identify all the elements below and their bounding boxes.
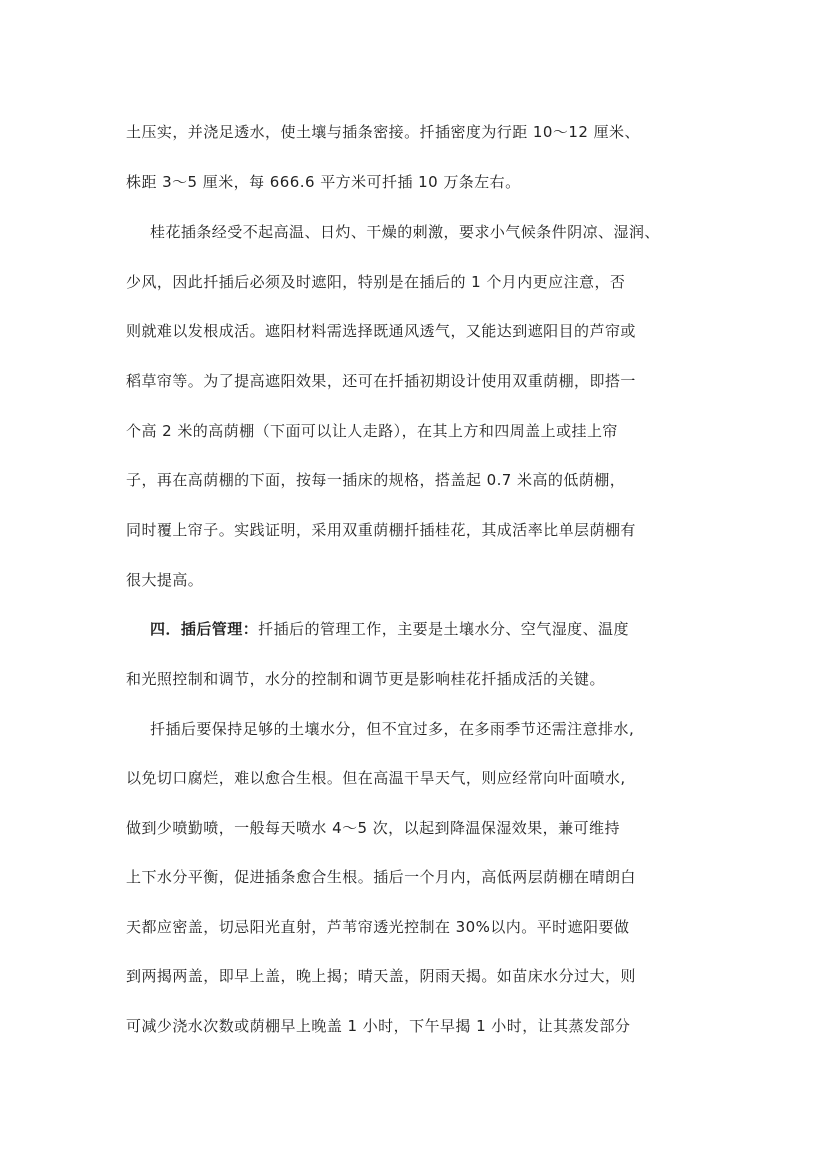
- paragraph-line: 到两揭两盖，即早上盖，晚上揭；晴天盖，阴雨天揭。如苗床水分过大，则: [126, 967, 636, 985]
- paragraph-line: 以免切口腐烂，难以愈合生根。但在高温干旱天气，则应经常向叶面喷水,: [126, 769, 626, 787]
- paragraph-line: 同时覆上帘子。实践证明，采用双重荫棚扦插桂花，其成活率比单层荫棚有: [126, 521, 636, 539]
- paragraph-line: 天都应密盖，切忌阳光直射，芦苇帘透光控制在 30%以内。平时遮阳要做: [126, 918, 630, 936]
- paragraph-line: 土压实，并浇足透水，使土壤与插条密接。扦插密度为行距 10～12 厘米、: [126, 123, 640, 141]
- paragraph-line: 上下水分平衡，促进插条愈合生根。插后一个月内，高低两层荫棚在晴朗白: [126, 868, 636, 886]
- section-heading-line: [150, 619, 750, 639]
- paragraph-line: 桂花插条经受不起高温、日灼、干燥的刺激，要求小气候条件阴凉、湿润、: [150, 223, 660, 241]
- paragraph-line: 很大提高。: [126, 571, 204, 589]
- paragraph-line: 株距 3～5 厘米，每 666.6 平方米可扦插 10 万条左右。: [126, 173, 521, 191]
- paragraph-line: 扦插后要保持足够的土壤水分，但不宜过多，在多雨季节还需注意排水,: [150, 720, 635, 738]
- paragraph-line: 可减少浇水次数或荫棚早上晚盖 1 小时，下午早揭 1 小时，让其蒸发部分: [126, 1017, 631, 1035]
- paragraph-line: 和光照控制和调节，水分的控制和调节更是影响桂花扦插成活的关键。: [126, 670, 605, 688]
- section-heading-text: 扦插后的管理工作，主要是土壤水分、空气湿度、温度: [258, 620, 629, 638]
- paragraph-line: 少风，因此扦插后必须及时遮阳，特别是在插后的 1 个月内更应注意，否: [126, 273, 626, 291]
- section-heading: 四．插后管理：: [150, 620, 259, 638]
- paragraph-line: 则就难以发根成活。遮阳材料需选择既通风透气，又能达到遮阳目的芦帘或: [126, 322, 636, 340]
- paragraph-line: 稻草帘等。为了提高遮阳效果，还可在扦插初期设计使用双重荫棚，即搭一: [126, 372, 636, 390]
- paragraph-line: 做到少喷勤喷，一般每天喷水 4～5 次，以起到降温保湿效果，兼可维持: [126, 819, 620, 837]
- paragraph-line: 子，再在高荫棚的下面，按每一插床的规格，搭盖起 0.7 米高的低荫棚，: [126, 471, 626, 489]
- paragraph-line: 个高 2 米的高荫棚（下面可以让人走路），在其上方和四周盖上或挂上帘: [126, 422, 618, 440]
